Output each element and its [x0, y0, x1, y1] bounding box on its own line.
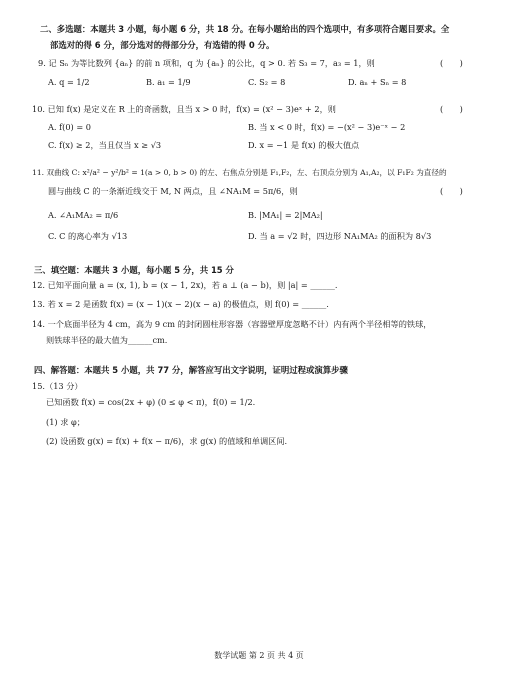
question-9-answer-paren: ( )	[440, 58, 463, 68]
question-15-given: 已知函数 f(x) = cos(2x + φ) (0 ≤ φ < π)，f(0) = 1/2.	[46, 397, 256, 407]
question-12: 12. 已知平面向量 a = (x, 1), b = (x − 1, 2x)，若 a ⊥ (a − b)，则 |a| = ______.	[32, 280, 338, 290]
question-14-line-2: 则铁球半径的最大值为______cm.	[46, 335, 168, 345]
section-2-header-line-1: 二、多选题：本题共 3 小题，每小题 6 分，共 18 分。在每小题给出的四个选项中，有多项符合题目要求。全	[40, 24, 450, 34]
section-2-header-line-2: 部选对的得 6 分，部分选对的得部分分，有选错的得 0 分。	[50, 40, 275, 50]
question-10-option-c: C. f(x) ≥ 2，当且仅当 x ≥ √3	[48, 140, 162, 150]
question-11-option-d: D. 当 a = √2 时，四边形 NA₁MA₂ 的面积为 8√3	[248, 231, 432, 241]
question-10-option-a: A. f(0) = 0	[48, 122, 92, 132]
section-3-header: 三、填空题：本题共 3 小题，每小题 5 分，共 15 分	[34, 265, 234, 275]
question-15-part-1: (1) 求 φ；	[46, 417, 85, 427]
question-15-part-2: (2) 设函数 g(x) = f(x) + f(x − π/6)，求 g(x) 的值域和单调区间.	[46, 436, 288, 446]
question-9-option-b: B. a₁ = 1/9	[146, 77, 191, 87]
question-9-stem: 9. 记 Sₙ 为等比数列 {aₙ} 的前 n 项和，q 为 {aₙ} 的公比，q > 0. 若 S₃ = 7，a₃ = 1，则	[38, 58, 375, 68]
question-14-line-1: 14. 一个底面半径为 4 cm，高为 9 cm 的封闭圆柱形容器（容器壁厚度忽略不计）内有两个半径相等的铁球，	[32, 319, 432, 329]
question-13: 13. 若 x = 2 是函数 f(x) = (x − 1)(x − 2)(x − a) 的极值点，则 f(0) = ______.	[32, 299, 329, 309]
question-11-stem-line-1: 11. 双曲线 C: x²/a² − y²/b² = 1(a > 0, b > 0) 的左、右焦点分别是 F₁,F₂，左、右顶点分别为 A₁,A₂，以 F₁F₂ 为直径的	[32, 168, 447, 177]
question-9-option-a: A. q = 1/2	[48, 77, 90, 87]
question-10-stem: 10. 已知 f(x) 是定义在 R 上的奇函数，且当 x > 0 时，f(x) = (x² − 3)eˣ + 2，则	[32, 104, 336, 114]
section-4-header: 四、解答题：本题共 5 小题，共 77 分，解答应写出文字说明，证明过程或演算步骤	[34, 365, 348, 375]
question-11-stem-line-2: 圆与曲线 C 的一条渐近线交于 M, N 两点，且 ∠NA₁M = 5π/6，则	[48, 186, 298, 196]
question-9-option-d: D. aₙ + Sₙ = 8	[348, 77, 407, 87]
question-11-answer-paren: ( )	[440, 186, 463, 196]
question-10-answer-paren: ( )	[440, 104, 463, 114]
question-11-option-a: A. ∠A₁MA₂ = π/6	[48, 210, 119, 220]
question-10-option-b: B. 当 x < 0 时，f(x) = −(x² − 3)e⁻ˣ − 2	[248, 122, 406, 132]
question-11-option-c: C. C 的离心率为 √13	[48, 231, 128, 241]
question-15-number: 15.（13 分）	[32, 381, 83, 391]
question-11-option-b: B. |MA₁| = 2|MA₂|	[248, 210, 323, 220]
page-footer: 数学试题 第 2 页 共 4 页	[214, 651, 304, 660]
question-9-option-c: C. S₂ = 8	[248, 77, 286, 87]
question-10-option-d: D. x = −1 是 f(x) 的极大值点	[248, 140, 360, 150]
